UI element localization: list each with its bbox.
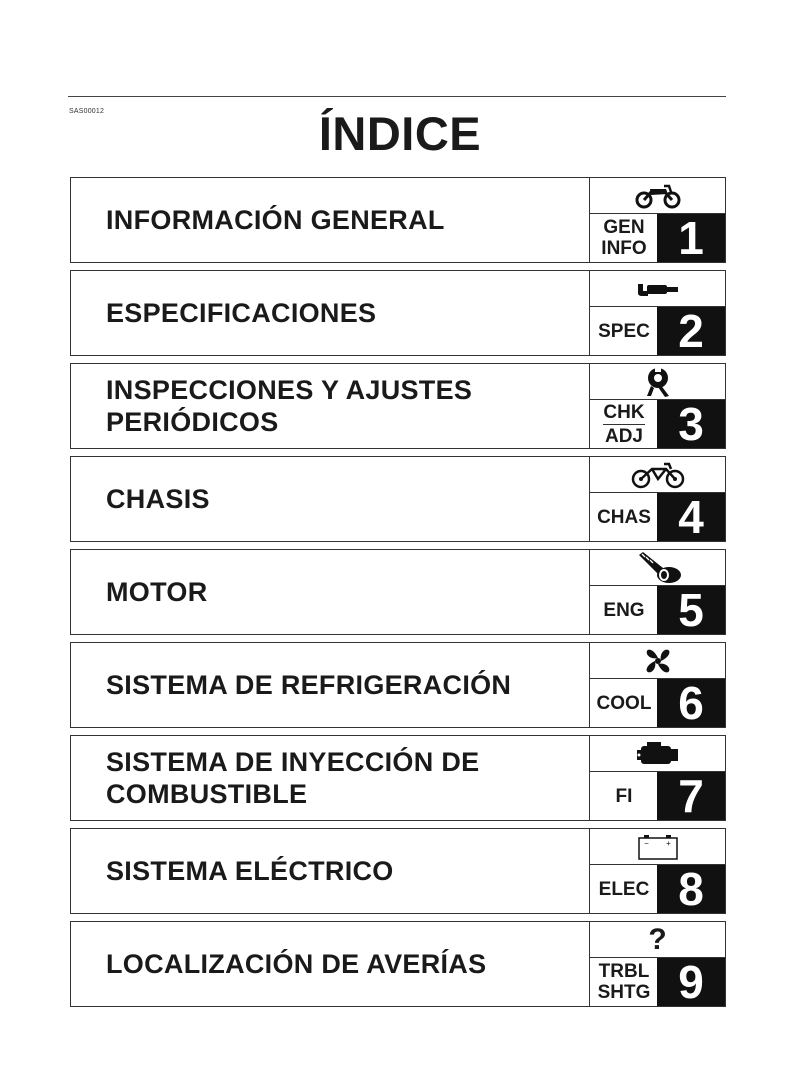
section-row-fi[interactable] bbox=[70, 735, 726, 821]
abbr-line-1: CHK bbox=[603, 401, 645, 423]
section-tab[interactable] bbox=[589, 829, 725, 913]
section-row-gen-info[interactable] bbox=[70, 177, 726, 263]
injector-icon bbox=[590, 736, 725, 772]
section-row-elec[interactable] bbox=[70, 828, 726, 914]
section-number: 5 bbox=[657, 586, 725, 634]
section-label: MOTOR bbox=[106, 577, 208, 607]
abbr-line-1: GEN bbox=[603, 217, 645, 238]
section-label: CHASIS bbox=[106, 484, 210, 514]
section-tab[interactable] bbox=[589, 457, 725, 541]
section-tab[interactable] bbox=[589, 364, 725, 448]
section-abbr bbox=[590, 958, 658, 1006]
section-label: LOCALIZACIÓN DE AVERÍAS bbox=[106, 949, 487, 979]
abbr-line-1: TRBL bbox=[598, 961, 650, 982]
section-label: SISTEMA ELÉCTRICO bbox=[106, 856, 394, 886]
section-label: INSPECCIONES Y AJUSTES PERIÓDICOS bbox=[106, 375, 473, 437]
section-label: INFORMACIÓN GENERAL bbox=[106, 205, 445, 235]
abbr-line-1: COOL bbox=[596, 692, 652, 714]
section-label: SISTEMA DE REFRIGERACIÓN bbox=[106, 670, 512, 700]
section-abbr bbox=[590, 307, 658, 355]
abbr-line-1: CHAS bbox=[597, 506, 651, 528]
section-label-cell bbox=[71, 643, 589, 727]
question-icon bbox=[590, 922, 725, 958]
section-label-cell bbox=[71, 457, 589, 541]
section-number: 9 bbox=[657, 958, 725, 1006]
section-number: 4 bbox=[657, 493, 725, 541]
abbr-line-2: SHTG bbox=[597, 982, 651, 1003]
section-abbr bbox=[590, 586, 658, 634]
section-label: SISTEMA DE INYECCIÓN DE COMBUSTIBLE bbox=[106, 747, 480, 809]
section-tab[interactable] bbox=[589, 271, 725, 355]
abbr-line-1: ENG bbox=[603, 599, 645, 621]
section-label-cell bbox=[71, 364, 589, 448]
section-number: 1 bbox=[657, 214, 725, 262]
top-rule bbox=[68, 96, 726, 97]
motorcycle-icon bbox=[590, 178, 725, 214]
section-tab[interactable] bbox=[589, 178, 725, 262]
section-label-cell bbox=[71, 271, 589, 355]
wrench-icon bbox=[590, 271, 725, 307]
section-tab[interactable] bbox=[589, 922, 725, 1006]
bicycle-frame-icon bbox=[590, 457, 725, 493]
page-title: ÍNDICE bbox=[318, 107, 482, 160]
section-abbr bbox=[590, 493, 658, 541]
section-row-cool[interactable] bbox=[70, 642, 726, 728]
fan-icon bbox=[590, 643, 725, 679]
abbr-line-1: FI bbox=[615, 785, 633, 807]
section-index bbox=[70, 177, 726, 1014]
section-number: 8 bbox=[657, 865, 725, 913]
doc-code: SAS00012 bbox=[69, 108, 105, 115]
engine-icon bbox=[590, 550, 725, 586]
section-tab[interactable] bbox=[589, 643, 725, 727]
section-number: 7 bbox=[657, 772, 725, 820]
section-label-cell bbox=[71, 922, 589, 1006]
question-glyph: ? bbox=[648, 922, 667, 956]
section-abbr bbox=[590, 865, 658, 913]
battery-plus-symbol: + bbox=[665, 838, 671, 848]
section-row-eng[interactable] bbox=[70, 549, 726, 635]
section-abbr bbox=[590, 400, 658, 448]
section-number: 6 bbox=[657, 679, 725, 727]
section-label-cell bbox=[71, 550, 589, 634]
section-number: 3 bbox=[657, 400, 725, 448]
section-label-cell bbox=[71, 178, 589, 262]
section-row-spec[interactable] bbox=[70, 270, 726, 356]
section-tab[interactable] bbox=[589, 736, 725, 820]
battery-minus-symbol: − bbox=[643, 838, 649, 848]
section-tab[interactable] bbox=[589, 550, 725, 634]
abbr-line-2: ADJ bbox=[604, 425, 643, 447]
tool-check-icon bbox=[590, 364, 725, 400]
section-abbr bbox=[590, 679, 658, 727]
section-row-chk-adj[interactable] bbox=[70, 363, 726, 449]
section-row-trbl-shtg[interactable] bbox=[70, 921, 726, 1007]
battery-icon bbox=[590, 829, 725, 865]
section-number: 2 bbox=[657, 307, 725, 355]
section-abbr bbox=[590, 772, 658, 820]
section-label-cell bbox=[71, 829, 589, 913]
section-label-cell bbox=[71, 736, 589, 820]
section-row-chas[interactable] bbox=[70, 456, 726, 542]
abbr-line-1: ELEC bbox=[598, 878, 650, 900]
section-abbr bbox=[590, 214, 658, 262]
section-label: ESPECIFICACIONES bbox=[106, 298, 377, 328]
abbr-line-2: INFO bbox=[601, 238, 647, 259]
abbr-line-1: SPEC bbox=[598, 320, 650, 342]
